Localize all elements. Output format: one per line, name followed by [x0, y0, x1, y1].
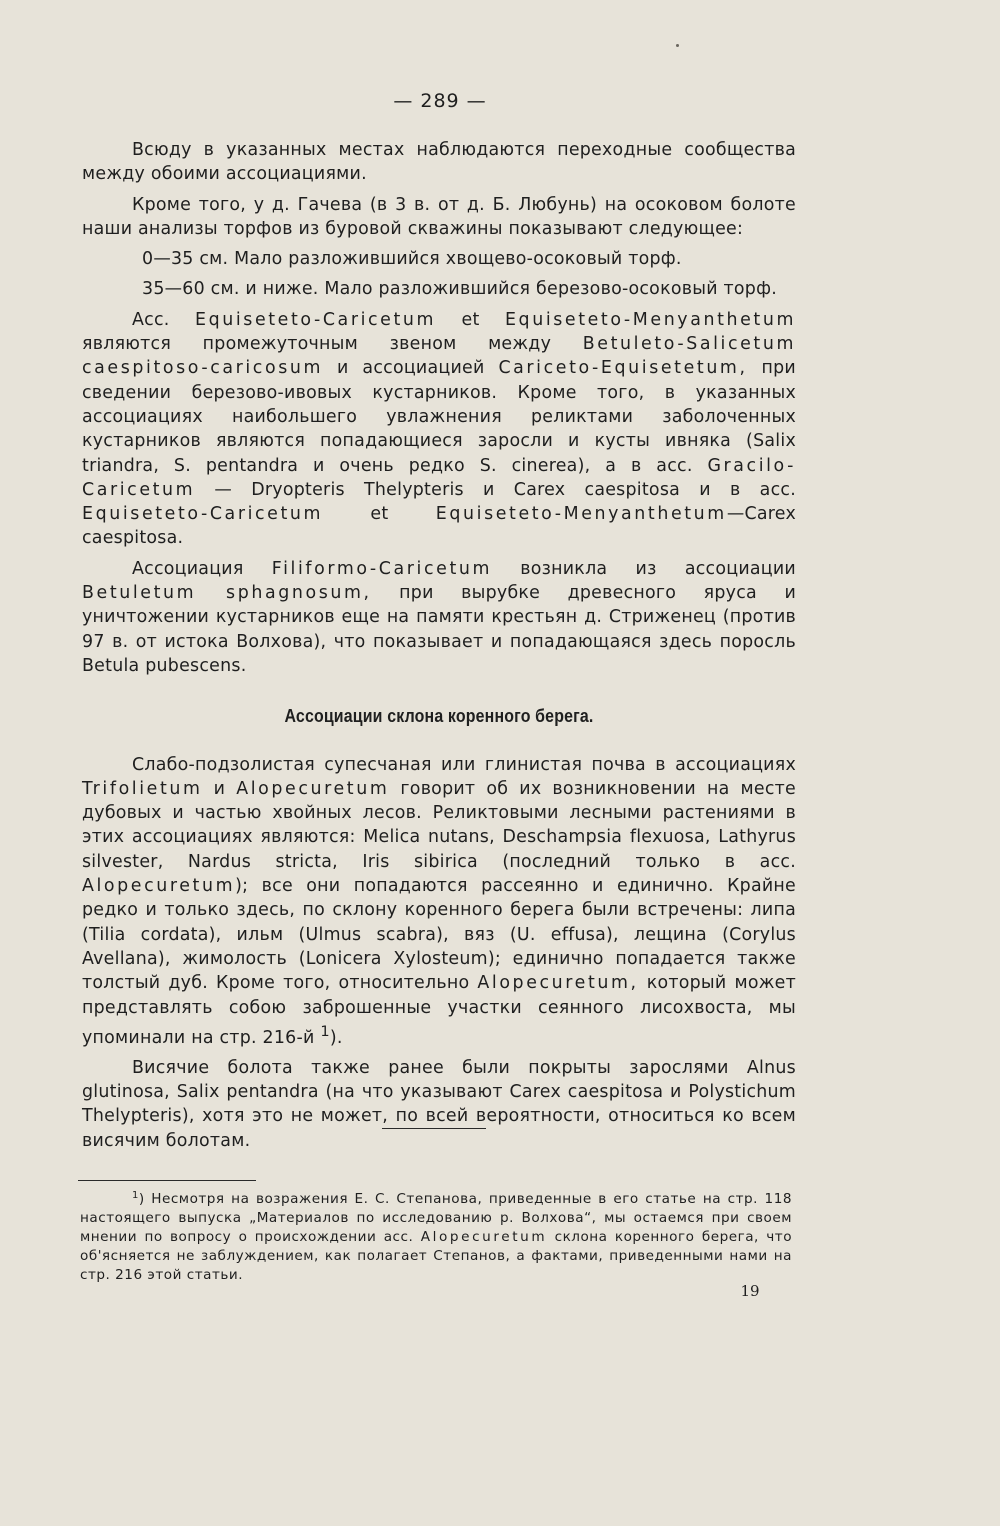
association-name: Alopecuretum	[82, 876, 236, 897]
text-run: ) Несмотря на возражения Е. С. Степанова, приведенные в его статье на стр. 118 настоящего выпуска „Материалов по исследованию р. Волхова“, мы остаемся при своем мнении по вопросу о происхождении асс.	[80, 1191, 792, 1245]
section-heading: Ассоциации склона коренного берега.	[284, 705, 594, 727]
text-run: Слабо-подзолистая супесчаная или глинистая почва в ассоциациях	[132, 754, 796, 775]
print-speck	[676, 44, 679, 47]
text-run: Асс.	[132, 309, 195, 330]
footnote-marker: 1	[132, 1190, 139, 1201]
association-name: Filiformo-Caricetum	[271, 558, 493, 579]
peat-layer-2: 35—60 см. и ниже. Мало разложившийся березово-осоковый торф.	[142, 279, 777, 300]
text-run: ); все они попадаются рассеянно и единично. Крайне редко и только здесь, по склону коренного берега были встречены: липа (Tilia cordata), ильм (Ulmus scabra), вяз (U. effusa), лещина (Corylus Avellana), жимолость (Lonicera Xylosteum); единично попадается также толстый дуб. Кроме того, относительно	[82, 876, 796, 994]
association-name: Alopecuretum	[236, 778, 390, 799]
main-text	[82, 138, 796, 1153]
text-run: — Dryopteris Thelypteris и Carex caespitosa и в асс.	[195, 479, 796, 500]
text-run: и ассоциацией	[323, 358, 499, 379]
text-run: говорит об их возникновении на месте дубовых и частью хвойных лесов. Реликтовыми лесными растениями в этих ассоциациях являются: Melica nutans, Deschampsia flexuosa, Lathyrus silvester, Nardus stricta, Iris sibirica (последний только в асс.	[82, 778, 796, 872]
paragraph-filiformo-caricetum	[82, 557, 796, 678]
association-name: Trifolietum	[82, 778, 203, 799]
association-name: Equiseteto-Menyanthetum	[435, 504, 727, 525]
association-name: Gracilo-Caricetum	[82, 455, 796, 500]
text-run: склона коренного берега, что об'ясняется не заблуждением, как полагает Степанов, а фактами, приведенными нами на стр. 216 этой статьи.	[80, 1229, 793, 1283]
association-name: Alopecuretum	[420, 1229, 548, 1245]
footnote-reference[interactable]: 1	[320, 1023, 330, 1040]
text-run: и	[202, 778, 237, 799]
association-name: Equiseteto-Menyanthetum	[504, 309, 797, 330]
peat-layer-1: 0—35 см. Мало разложившийся хвощево-осоковый торф.	[142, 249, 682, 270]
paragraph-hanging-bogs: Висячие болота также ранее были покрыты зарослями Alnus glutinosa, Salix pentandra (на что указывают Carex caespitosa и Polystichum Thelypteris), хотя это не может, по всей вероятности, относиться ко всем висячим болотам.	[82, 1057, 796, 1151]
text-run: который может представлять собою заброшенные участки сеянного лисохвоста, мы упоминали на стр. 216-й	[82, 973, 796, 1048]
association-name: Betuleto-Salicetum caespitoso-caricosum	[82, 334, 796, 379]
text-run: являются промежуточным звеном между	[82, 334, 583, 355]
text-run: et	[323, 504, 436, 525]
text-run: Ассоциация	[132, 558, 272, 579]
text-run: при вырубке древесного яруса и уничтожении кустарников еще на памяти крестьян д. Стриженец (против 97 в. от истока Волхова), что показывает и попадающаяся здесь поросль Betula pubescens.	[82, 583, 796, 676]
footnote-text	[80, 1190, 792, 1285]
signature-mark: 19	[740, 1282, 760, 1300]
footnote-separator	[78, 1180, 256, 1181]
page-number: — 289 —	[393, 90, 487, 112]
paragraph-transitional-communities: Всюду в указанных местах наблюдаются переходные сообщества между обоими ассоциациями.	[82, 140, 796, 185]
association-name: Equiseteto-Caricetum	[82, 504, 324, 525]
association-name: Betuletum sphagnosum,	[82, 583, 372, 604]
paragraph-slope-associations	[82, 753, 796, 1050]
text-run: при сведении березово-ивовых кустарников. Кроме того, в указанных ассоциациях наибольшего увлажнения реликтами заболоченных кустарников являются попадающиеся заросли и кусты ивняка (Salix triandra, S. pentandra и очень редко S. cinerea), а в асс.	[82, 358, 796, 476]
text-run: et	[436, 309, 505, 330]
association-name: Alopecuretum,	[477, 973, 639, 994]
association-name: Cariceto-Equisetetum,	[498, 358, 748, 379]
paragraph-gacheva-bog: Кроме того, у д. Гачева (в 3 в. от д. Б. Любунь) на осоковом болоте наши анализы торфов из буровой скважины показывают следующее:	[82, 194, 796, 239]
association-name: Equiseteto-Caricetum	[195, 309, 437, 330]
section-end-rule	[382, 1128, 486, 1129]
text-run: возникла из ассоциации	[492, 558, 796, 579]
text-run: ).	[329, 1027, 343, 1048]
footnote	[80, 1190, 792, 1285]
paragraph-equiseteto-associations	[82, 308, 796, 551]
text-run: —Carex caespitosa.	[82, 504, 796, 549]
